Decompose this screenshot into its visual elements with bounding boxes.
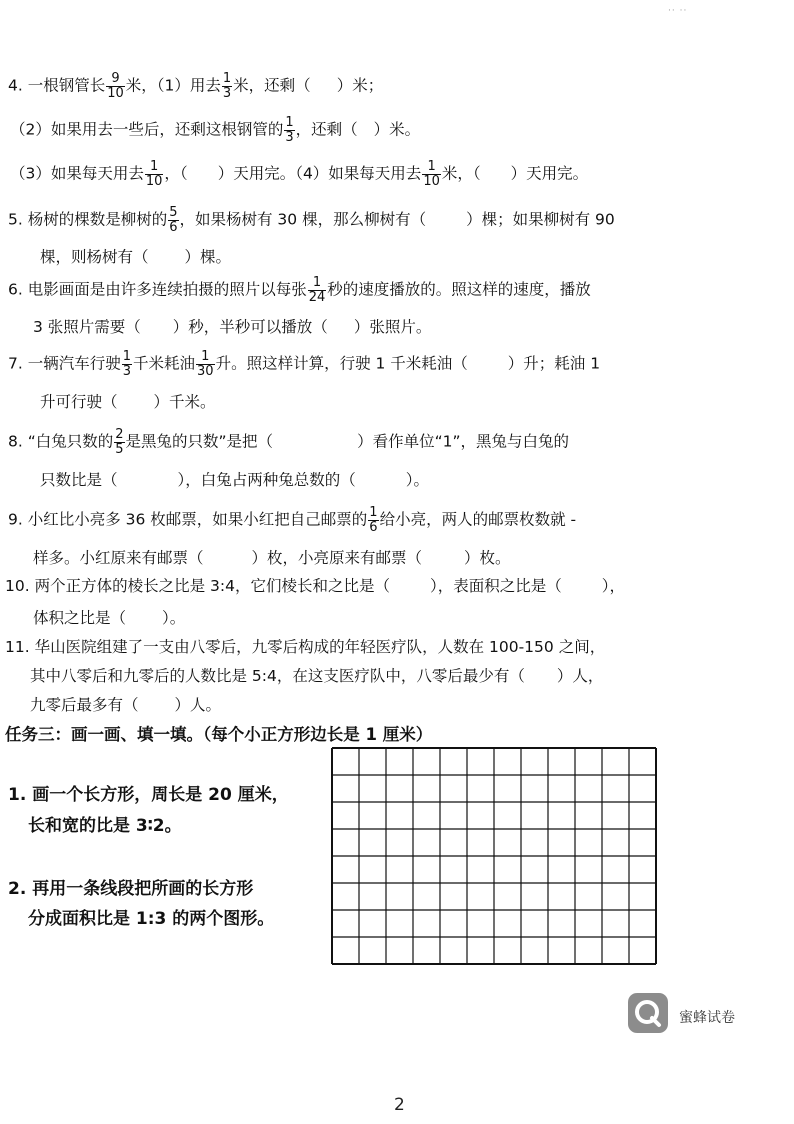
q6-frac-1-24 <box>308 276 327 304</box>
grid-svg[interactable] <box>330 746 660 972</box>
frac-den: 3 <box>285 129 294 145</box>
q6-2-text-c: ）张照片。 <box>353 318 432 336</box>
frac-den: 3 <box>122 363 131 379</box>
q8-line1 <box>8 428 569 456</box>
q8-text-c: ）看作单位“1”，黑兔与白兔的 <box>357 432 569 451</box>
q4-2-frac-1-3 <box>284 116 294 144</box>
frac-num: 1 <box>427 159 436 174</box>
q11-2-text-b: ）人， <box>556 667 604 685</box>
q9-2-text-a: 样多。小红原来有邮票（ <box>33 549 204 567</box>
task3-item1-line2: 长和宽的比是 3∶2。 <box>28 816 182 836</box>
q4-line3 <box>10 160 588 188</box>
q9-2-text-c: ）枚。 <box>464 549 511 567</box>
frac-num: 1 <box>201 349 210 364</box>
q7-frac-1-30 <box>196 350 215 378</box>
frac-den: 3 <box>222 85 232 101</box>
corner-mark: ·· ·· <box>668 6 688 16</box>
q4-4-frac-1-10 <box>422 160 441 188</box>
frac-den: 5 <box>115 441 124 457</box>
q5-2-text-a: 棵，则杨树有（ <box>40 248 149 266</box>
q4-2-text-c: ）米。 <box>373 120 421 139</box>
frac-num: 1 <box>285 115 294 130</box>
q7-frac-1-3 <box>122 350 132 378</box>
q7-line2 <box>40 395 216 411</box>
logo-mark <box>628 993 668 1033</box>
frac-den: 10 <box>423 173 440 189</box>
task3-item1-line1: 1. 画一个长方形，周长是 20 厘米， <box>8 785 289 805</box>
q4-3-frac-1-10 <box>145 160 164 188</box>
q10-text-c: ）， <box>601 577 625 595</box>
q8-2-text-b: ），白兔占两种兔总数的（ <box>177 471 356 489</box>
q9-2-text-b: ）枚，小亮原来有邮票（ <box>251 549 423 567</box>
q10-2-text-a: 体积之比是（ <box>33 609 127 627</box>
q7-text-d: ）升；耗油 1 <box>507 354 601 373</box>
q7-text-a: 7. 一辆汽车行驶 <box>8 354 121 373</box>
frac-num: 1 <box>150 159 159 174</box>
logo-text: 蜜蜂试卷 <box>679 1010 735 1026</box>
page-number: 2 <box>394 1095 405 1115</box>
q10-line2 <box>33 611 185 627</box>
frac-num: 1 <box>312 275 322 290</box>
q10-text-a: 10. 两个正方体的棱长之比是 3:4，它们棱长和之比是（ <box>5 577 390 595</box>
q6-2-text-a: 3 张照片需要（ <box>33 318 141 336</box>
q6-line1 <box>8 276 591 304</box>
q7-line1 <box>8 350 600 378</box>
q10-line1 <box>5 579 625 595</box>
q9-line2 <box>33 551 511 567</box>
q4-2-text-b: ，还剩（ <box>295 120 358 139</box>
q4-3-text-a: （3）如果每天用去 <box>10 164 144 183</box>
task3-item2-line1: 2. 再用一条线段把所画的长方形 <box>8 879 254 899</box>
frac-num: 2 <box>115 427 124 442</box>
task3-item2-line2: 分成面积比是 1:3 的两个图形。 <box>28 909 275 929</box>
frac-num: 9 <box>111 71 120 86</box>
q5-text-b: ，如果杨树有 30 棵，那么柳树有（ <box>179 210 427 229</box>
q11-3-text-a: 九零后最多有（ <box>30 696 139 714</box>
q8-frac-2-5 <box>114 428 124 456</box>
frac-num: 5 <box>169 205 178 220</box>
q6-text-b: 秒的速度播放的。照这样的速度，播放 <box>327 280 591 299</box>
q9-frac-1-6 <box>368 506 378 534</box>
q7-text-b: 千米耗油 <box>133 354 196 373</box>
q6-text-a: 6. 电影画面是由许多连续拍摄的照片以每张 <box>8 280 307 299</box>
frac-den: 6 <box>169 219 178 235</box>
q7-2-text-a: 升可行驶（ <box>40 393 118 411</box>
q10-text-b: ），表面积之比是（ <box>429 577 562 595</box>
frac-num: 1 <box>369 505 378 520</box>
q8-2-text-c: ）。 <box>405 471 430 489</box>
q5-text-a: 5. 杨树的棵数是柳树的 <box>8 210 168 229</box>
q11-2-text-a: 其中八零后和九零后的人数比是 5:4，在这支医疗队中，八零后最少有（ <box>30 667 525 685</box>
drawing-grid[interactable] <box>330 746 660 976</box>
q5-text-c: ）棵；如果柳树有 90 <box>466 210 615 229</box>
q4-3-text-c: ）天用完。（4）如果每天用去 <box>217 164 422 183</box>
q4-frac-9-10 <box>106 72 125 100</box>
q9-text-b: 给小亮，两人的邮票枚数就 - <box>379 510 577 529</box>
q4-line1 <box>8 72 383 100</box>
frac-den: 30 <box>197 363 214 379</box>
q8-text-b: 是黑兔的只数”是把（ <box>125 432 274 451</box>
q4-3-text-e: ）天用完。 <box>510 164 589 183</box>
q4-2-text-a: （2）如果用去一些后，还剩这根钢管的 <box>10 120 284 139</box>
q5-line2 <box>40 250 231 266</box>
q9-text-a: 9. 小红比小亮多 36 枚邮票，如果小红把自己邮票的 <box>8 510 368 529</box>
q11-line1: 11. 华山医院组建了一支由八零后，九零后构成的年轻医疗队，人数在 100-150 之间， <box>5 638 606 656</box>
q4-text-c: 米，还剩（ <box>233 76 311 95</box>
q11-line3 <box>30 698 221 714</box>
q8-line2 <box>40 473 429 489</box>
q6-line2 <box>33 320 431 336</box>
frac-den: 6 <box>369 519 378 535</box>
frac-num: 1 <box>222 71 232 86</box>
q4-text-a: 4. 一根钢管长 <box>8 76 106 95</box>
q4-3-text-b: ，（ <box>164 164 188 183</box>
frac-den: 10 <box>145 173 163 189</box>
q5-2-text-b: ）棵。 <box>184 248 232 266</box>
q5-line1 <box>8 206 615 234</box>
q5-frac-5-6 <box>168 206 178 234</box>
q4-line2 <box>10 116 420 144</box>
q11-line2 <box>30 669 603 685</box>
q10-2-text-b: ）。 <box>162 609 186 627</box>
q8-text-a: 8. “白兔只数的 <box>8 432 114 451</box>
q4-3-text-d: 米，（ <box>441 164 481 183</box>
q7-text-c: 升。照这样计算，行驶 1 千米耗油（ <box>215 354 468 373</box>
q9-line1 <box>8 506 576 534</box>
task3-title: 任务三：画一画、填一填。（每个小正方形边长是 1 厘米） <box>5 725 433 744</box>
q4-text-d: ）米； <box>336 76 384 95</box>
q4-frac-1-3 <box>222 72 232 100</box>
q6-2-text-b: ）秒，半秒可以播放（ <box>172 318 328 336</box>
q7-2-text-b: ）千米。 <box>153 393 216 411</box>
frac-den: 24 <box>308 289 326 305</box>
q4-text-b: 米，（1）用去 <box>125 76 221 95</box>
frac-den: 10 <box>107 85 124 101</box>
q11-3-text-b: ）人。 <box>174 696 222 714</box>
logo-icon <box>628 993 668 1033</box>
frac-num: 1 <box>122 349 131 364</box>
q8-2-text-a: 只数比是（ <box>40 471 118 489</box>
